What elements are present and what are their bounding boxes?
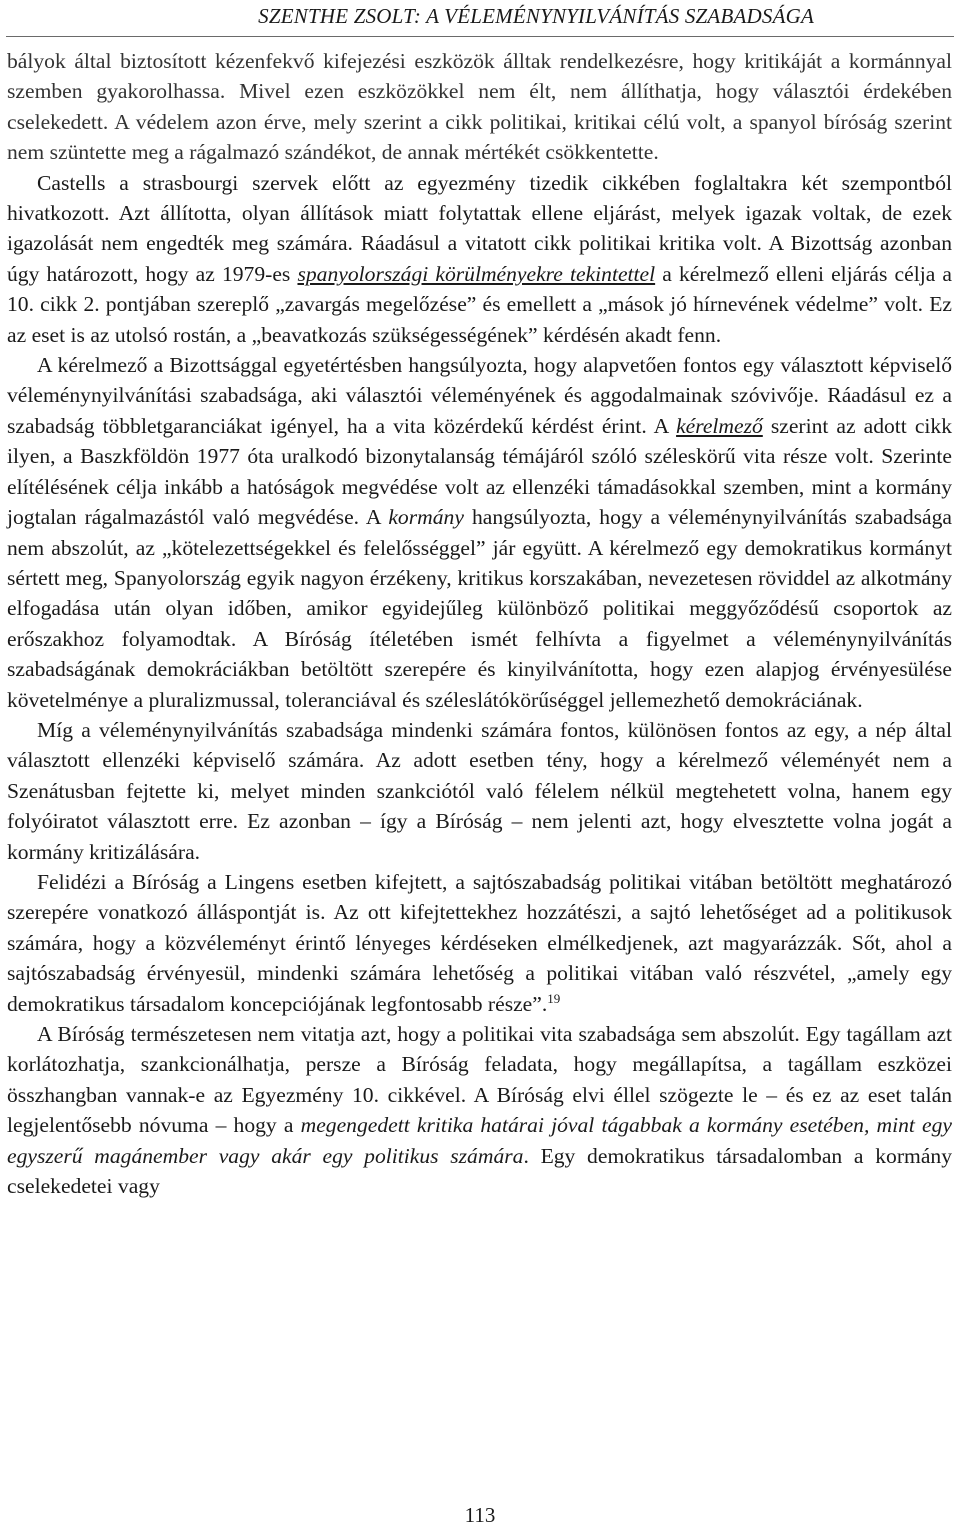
- text-run: Castells a strasbourgi szervek előtt az egyezmény tizedik cikkében foglaltakra két szempontból hivatkozott. Azt állította, olyan állítások miatt folytattak ellene eljárást, melyek igazak voltak, de ezek igazolását nem engedték meg számára. Ráadásul a vitatott cikk politikai kritika volt. A Bizottság azonban úgy határozott, hogy az 1979-es: [7, 170, 952, 286]
- running-header: SZENTHE ZSOLT: A VÉLEMÉNYNYILVÁNÍTÁS SZABADSÁGA: [258, 4, 814, 28]
- paragraph: [7, 867, 952, 1019]
- text-run: szerint az adott cikk ilyen, a Baszkföldön 1977 óta uralkodó bizonytalanság témájáról szóló széleskörű vita része volt. Szerinte elítélésének célja inkább a hatóságok megvédése volt az ellenzéki támadásokkal szemben, mint a kormány jogtalan rágalmazástól való megvédése. A: [7, 413, 952, 530]
- underlined-emphasis-text: spanyolországi körülményekre tekintettel: [297, 261, 656, 286]
- text-run: Míg a véleménynyilvánítás szabadsága mindenki számára fontos, különösen fontos az egy, a nép által választott ellenzéki képviselő számára. Az adott esetben tény, hogy a kérelmező véleményét nem a Szenátusban fejtette ki, melyet minden szankciótól való félelem nélkül megtehetett volna, hanem egy folyóiratot választott erre. Ez azonban – így a Bíróság – nem jelenti azt, hogy elvesztette volna jogát a kormány kritizálására.: [7, 717, 952, 864]
- body-text: [7, 46, 952, 1201]
- text-run: bályok által biztosított kézenfekvő kifejezési eszközök álltak rendelkezésre, hogy kritikáját a kormánnyal szemben gyakorolhassa. Mivel ezen eszközökkel nem élt, nem állíthatja, hogy választói érdekében cselekedett. A védelem azon érve, mely szerint a cikk politikai, kritikai célú volt, a spanyol bíróság szerint nem szüntette meg a rágalmazó szándékot, de annak mértékét csökkentette.: [7, 49, 952, 165]
- text-run: Felidézi a Bíróság a Lingens esetben kifejtett, a sajtószabadság politikai vitában betöltött meghatározó szerepére vonatkozó álláspontját is. Az ott kifejtettekhez hozzátészi, a sajtó lehetőséget ad a politikusok számára, hogy a közvéleményt érintő lényeges kérdéseken elmélkedjenek, azt magyarázzák. Sőt, ahol a sajtószabadság érvényesül, mindenki számára lehetőség a politikai vitában való részvétel, „amely egy demokratikus társadalom koncepciójának legfontosabb része”.: [7, 869, 952, 1016]
- paragraph: [7, 715, 952, 867]
- header-rule: [6, 36, 954, 37]
- text-run: A kérelmező a Bizottsággal egyetértésben hangsúlyozta, hogy alapvetően fontos egy választott képviselő véleménynyilvánítási szabadsága, aki választói véleményének és aggodalmainak szóvivője. Ráadásul ez a szabadság többletgaranciákat igényel, ha a vita közérdekű kérdést érint. A: [7, 353, 952, 438]
- paragraph: [7, 168, 952, 350]
- underlined-emphasis-text: kérelmező: [676, 413, 763, 438]
- text-run: hangsúlyozta, hogy a véleménynyilvánítás szabadsága nem abszolút, az „kötelezettségekkel és felelősséggel” jár együtt. A kérelmező egy demokratikus kormányt sértett meg, Spanyolország egyik nagyon érzékeny, kritikus korszakában, nevezetesen röviddel az alkotmány elfogadása után olyan időben, amikor egyidejűleg különböző politikai meggyőződésű csoportok az erőszakhoz folyamodtak. A Bíróság ítéletében ismét felhívta a figyelmet a véleménynyilvánítás szabadságának demokráciákban betöltött szerepére és kinyilvánította, hogy ezen alapjog érvényesülése követelménye a pluralizmussal, toleranciával és széleslátókörűséggel jellemezhető demokráciának.: [7, 505, 952, 712]
- emphasis-text: kormány: [388, 505, 464, 530]
- text-run: a kérelmező elleni eljárás célja a 10. cikk 2. pontjában szereplő „zavargás megelőzése” és emellett a „mások jó hírnevének védelme” volt. Ez az eset is az utolsó rostán, a „beavatkozás szükségességének” kérdésén akadt fenn.: [7, 261, 953, 347]
- paragraph: [7, 46, 952, 168]
- text-run: . Egy demokratikus társadalomban a kormány cselekedetei vagy: [7, 1143, 952, 1199]
- emphasis-text: megengedett kritika határai jóval tágabbak a kormány esetében, mint egy egyszerű magánember vagy akár egy politikus számára: [7, 1113, 952, 1168]
- text-run: A Bíróság természetesen nem vitatja azt, hogy a politikai vita szabadsága sem abszolút. Egy tagállam azt korlátozhatja, szankcionálhatja, persze a Bíróság feladata, hogy megállapítsa, a tagállam eszközei összhangban vannak-e az Egyezmény 10. cikkével. A Bíróság elvi éllel szögezte le – és ez az eset talán legjelentősebb nóvuma – hogy a: [7, 1022, 952, 1138]
- paragraph: [7, 350, 952, 715]
- page-number: 113: [464, 1503, 496, 1527]
- paragraph: [7, 1019, 952, 1201]
- footnote-ref: 19: [547, 990, 561, 1006]
